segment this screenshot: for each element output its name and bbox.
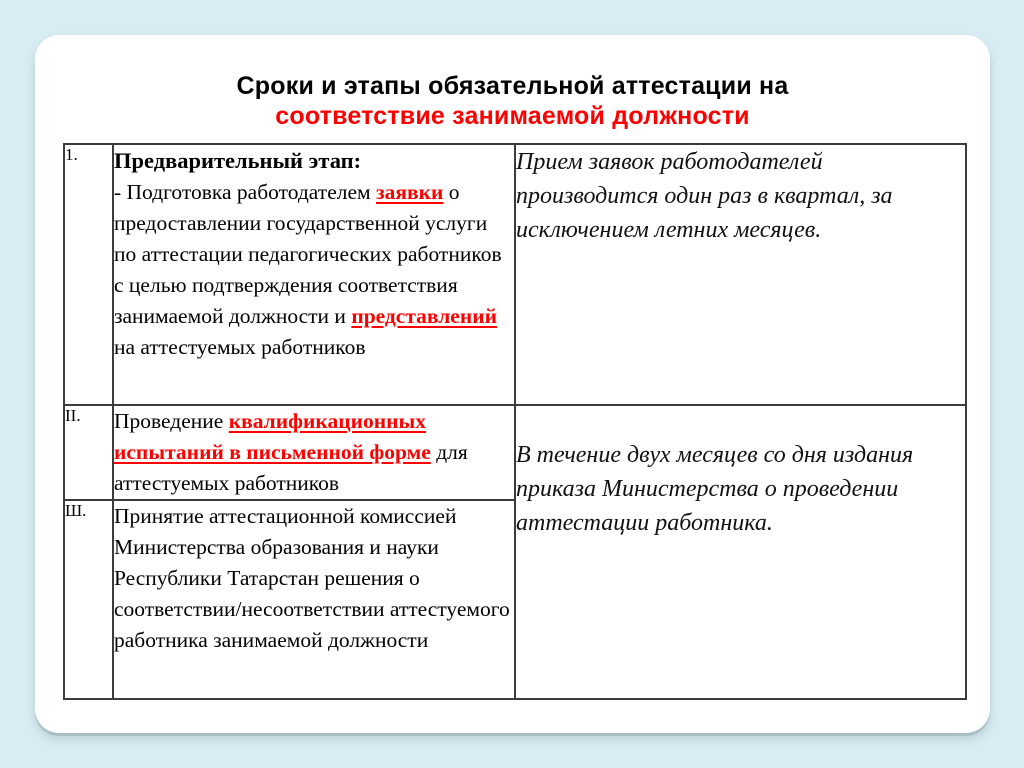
timing-cell-applications: Прием заявок работодателей производится один раз в квартал, за исключением летних месяцев. — [515, 144, 966, 405]
stage-cell-commission-decision — [113, 500, 515, 699]
title-line-1: Сроки и этапы обязательной аттестации на — [236, 72, 789, 100]
row-number-3: Ш. — [64, 500, 113, 699]
stage-cell-qualification-tests — [113, 405, 515, 500]
attestation-stages-table — [63, 143, 967, 700]
stage-text-segment: Проведение — [114, 409, 229, 433]
table-row — [64, 144, 966, 405]
stage-heading: Предварительный этап: — [114, 148, 362, 173]
stage-cell-preliminary — [113, 144, 515, 405]
stage-text-segment: для аттестуемых работников — [114, 440, 468, 495]
link-predstavleniy[interactable]: представлений — [351, 304, 498, 328]
stage-text-segment: о предоставлении государственной услуги по аттестации педагогических работников с целью подтверждения соответствия занимаемой должности и — [114, 180, 502, 328]
stage-text-segment: на аттестуемых работников — [114, 335, 366, 359]
table-row — [64, 405, 966, 500]
slide-card — [35, 35, 990, 733]
row-number-1: 1. — [64, 144, 113, 405]
stage-text-segment: Принятие аттестационной комиссией Министерства образования и науки Республики Татарстан решения о соответствии/несоответствии аттестуемого работника занимаемой должности — [114, 504, 510, 652]
timing-cell-two-months: В течение двух месяцев со дня издания приказа Министерства о проведении аттестации работника. — [515, 405, 966, 699]
stage-text-segment: - Подготовка работодателем — [114, 180, 376, 204]
slide-title — [35, 71, 990, 131]
link-zayavki[interactable]: заявки — [376, 180, 444, 204]
link-kvalifikacionnye-ispytaniya[interactable]: квалификационных испытаний в письменной форме — [114, 409, 431, 464]
row-number-2: II. — [64, 405, 113, 500]
title-line-2: соответствие занимаемой должности — [275, 102, 750, 130]
